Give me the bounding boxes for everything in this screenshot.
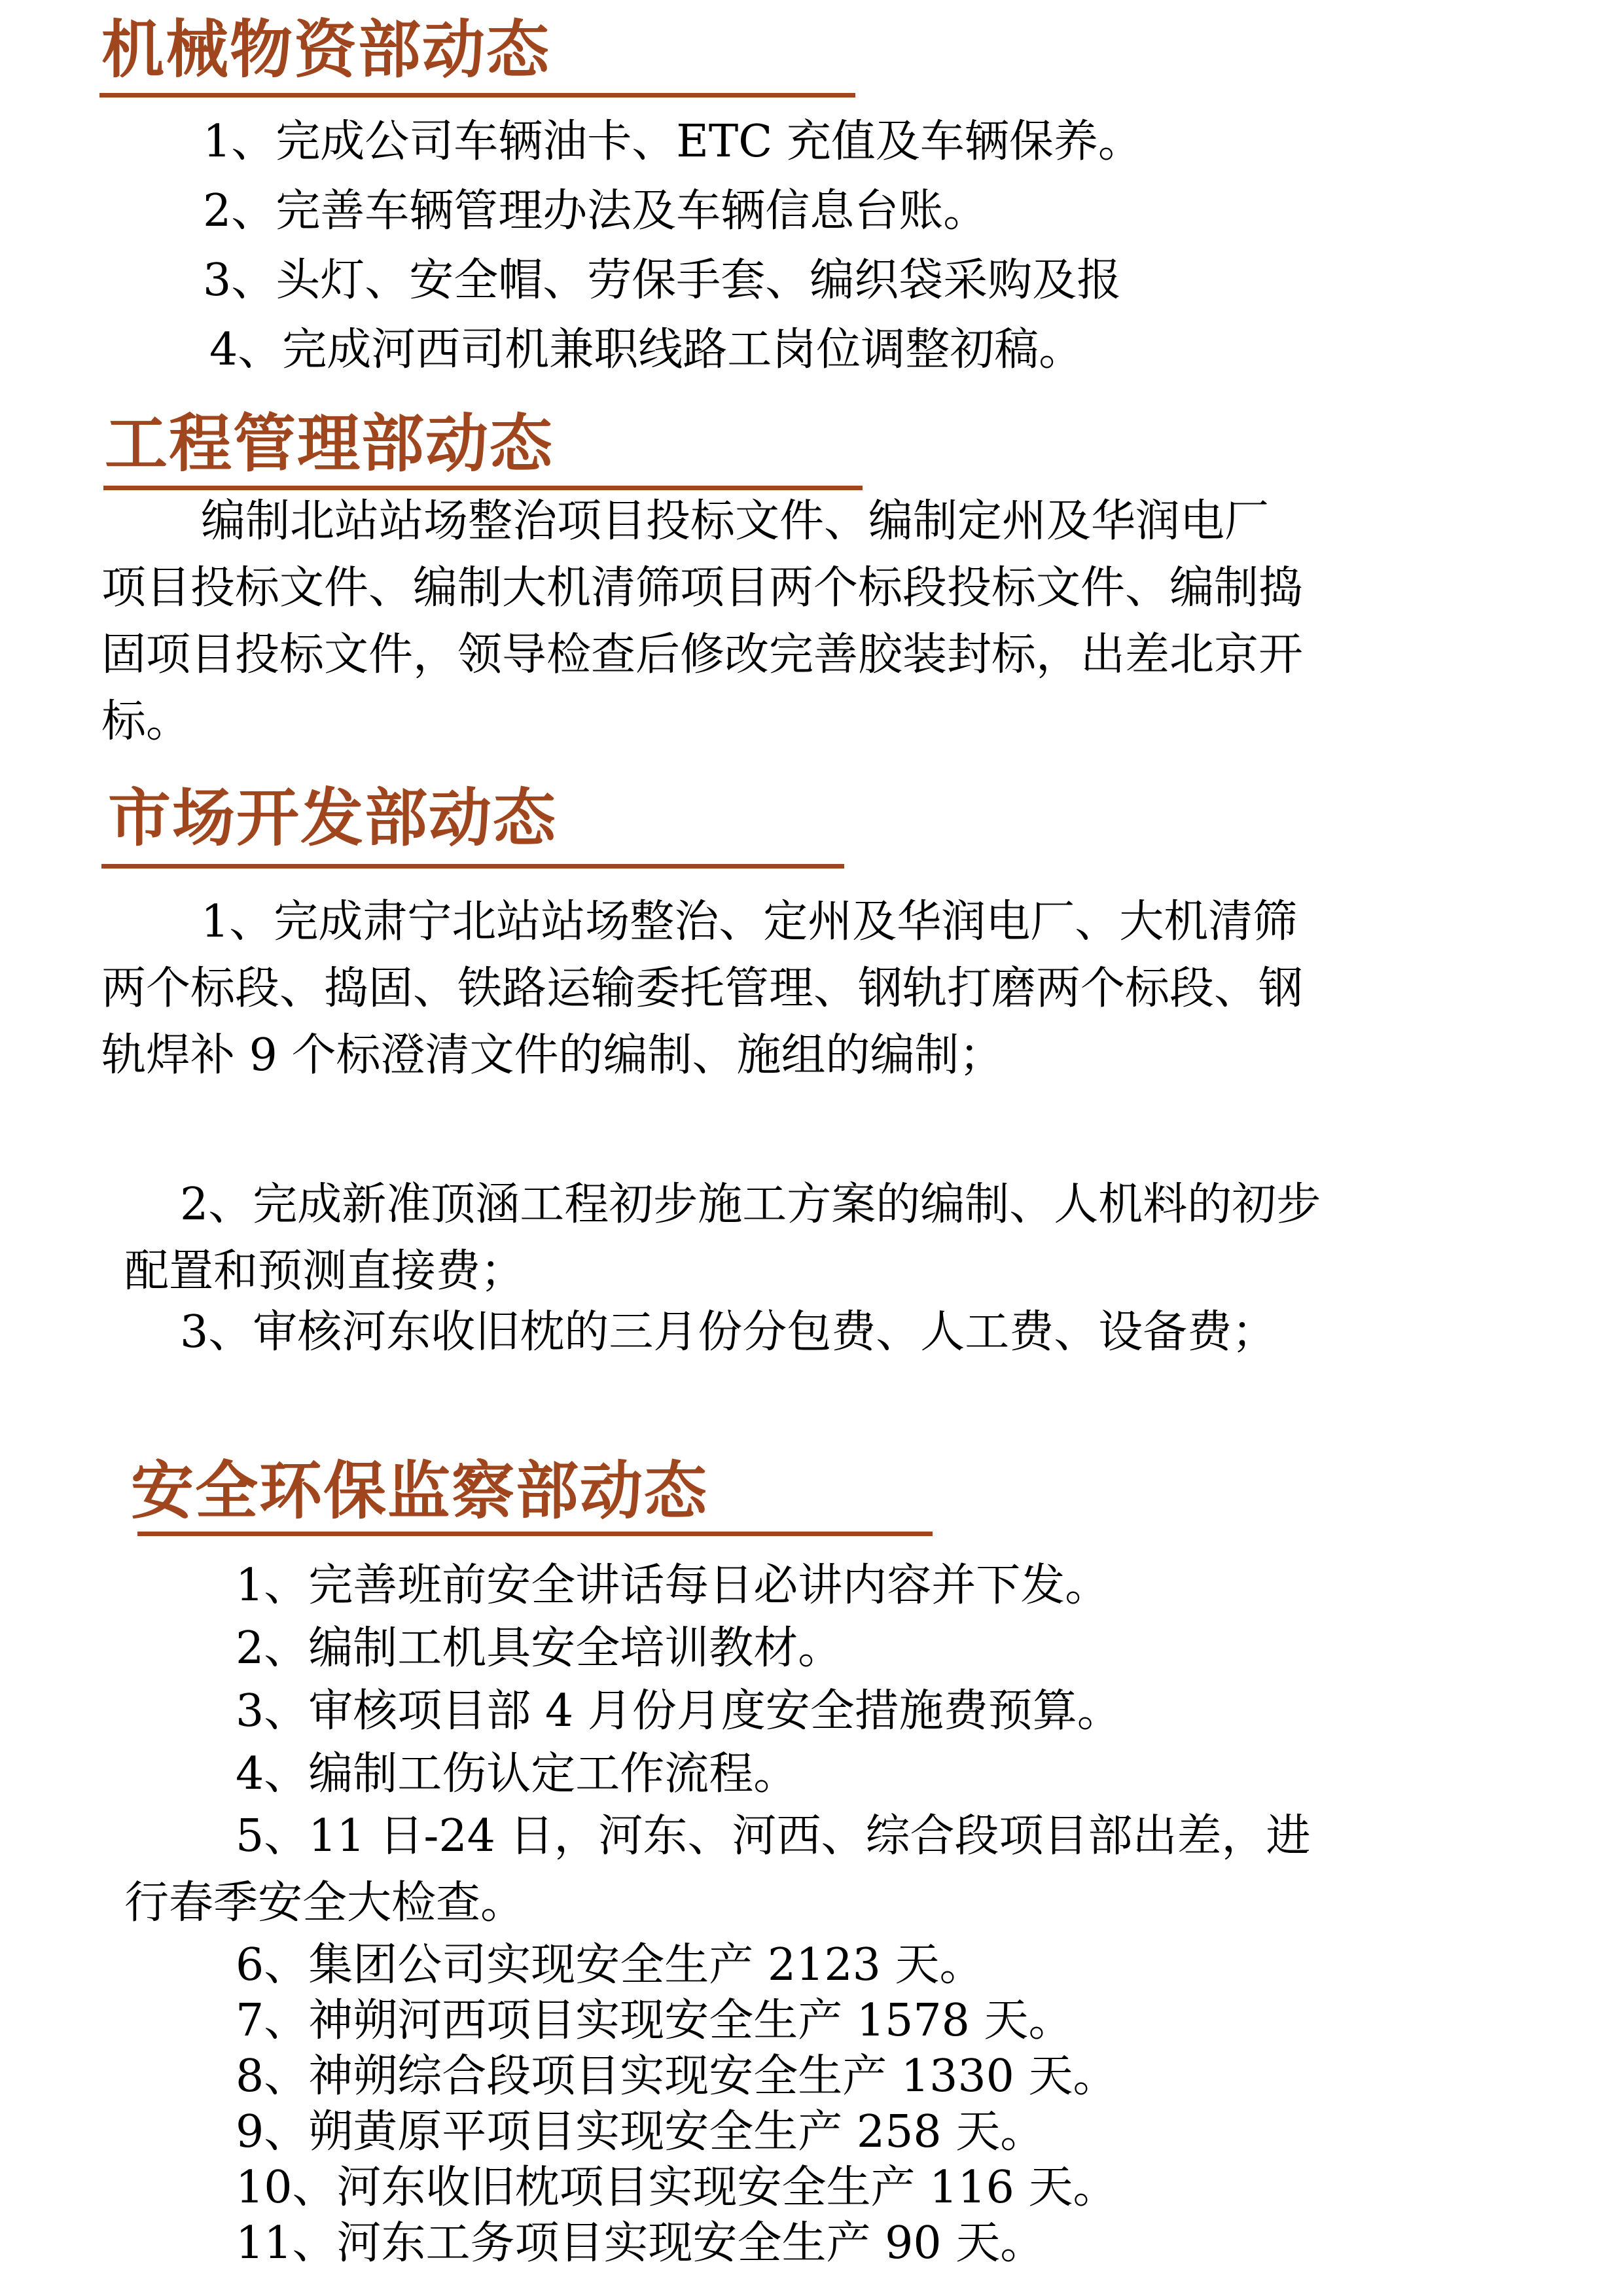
machinery-item-2: 2、完善车辆管理办法及车辆信息台账。 [203, 185, 988, 237]
market-item-1: 1、完成肃宁北站站场整治、定州及华润电厂、大机清筛两个标段、捣固、铁路运输委托管理、钢轨打磨两个标段、钢轨焊补 9 个标澄清文件的编制、施组的编制； [101, 896, 1304, 1081]
safety-item-11: 11、河东工务项目实现安全生产 90 天。 [236, 2217, 1045, 2269]
market-item-3: 3、审核河东收旧枕的三月份分包费、人工费、设备费； [180, 1306, 1277, 1358]
machinery-section-title: 机械物资部动态 [101, 12, 550, 86]
market-title-underline [101, 864, 844, 869]
safety-item-8: 8、神朔综合段项目实现安全生产 1330 天。 [236, 2051, 1118, 2102]
safety-item-5: 5、11 日-24 日，河东、河西、综合段项目部出差，进行春季安全大检查。 [124, 1810, 1311, 1929]
machinery-item-4: 4、完成河西司机兼职线路工岗位调整初稿。 [209, 324, 1084, 376]
safety-item-7: 7、神朔河西项目实现安全生产 1578 天。 [236, 1995, 1073, 2047]
safety-item-9: 9、朔黄原平项目实现安全生产 258 天。 [236, 2106, 1045, 2158]
machinery-title-underline [99, 93, 855, 98]
safety-item-2: 2、编制工机具安全培训教材。 [236, 1623, 843, 1674]
safety-item-4: 4、编制工伤认定工作流程。 [236, 1748, 798, 1800]
market-item-2: 2、完成新准顶涵工程初步施工方案的编制、人机料的初步配置和预测直接费； [124, 1179, 1321, 1297]
safety-item-3: 3、审核项目部 4 月份月度安全措施费预算。 [236, 1685, 1122, 1737]
market-section-title: 市场开发部动态 [108, 781, 557, 855]
engineering-paragraph: 编制北站站场整治项目投标文件、编制定州及华润电厂项目投标文件、编制大机清筛项目两个标段投标文件、编制捣固项目投标文件，领导检查后修改完善胶装封标，出差北京开标。 [101, 495, 1304, 747]
machinery-item-1: 1、完成公司车辆油卡、ETC 充值及车辆保养。 [203, 116, 1143, 168]
engineering-section-title: 工程管理部动态 [105, 406, 554, 480]
safety-item-6: 6、集团公司实现安全生产 2123 天。 [236, 1939, 984, 1991]
safety-item-1: 1、完善班前安全讲话每日必讲内容并下发。 [236, 1560, 1110, 1611]
safety-item-10: 10、河东收旧枕项目实现安全生产 116 天。 [236, 2162, 1118, 2214]
safety-section-title: 安全环保监察部动态 [131, 1454, 708, 1528]
machinery-item-3: 3、头灯、安全帽、劳保手套、编织袋采购及报 [203, 255, 1122, 306]
safety-title-underline [137, 1532, 933, 1536]
